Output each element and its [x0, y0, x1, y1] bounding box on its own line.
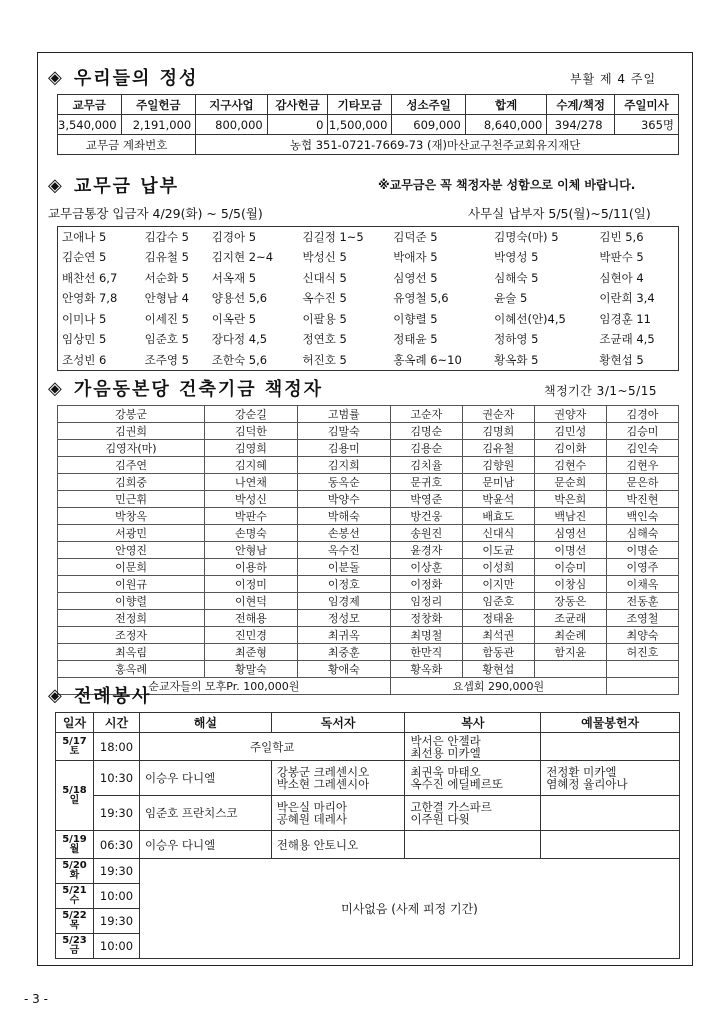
grid-cell: 전동훈 [606, 593, 678, 610]
grid-cell: 김갑수 5 [144, 230, 189, 244]
grid-cell: 최옥림 [58, 644, 205, 661]
grid-cell: 백남진 [534, 508, 606, 525]
week-label: 부활 제 4 주일 [570, 72, 657, 86]
grid-cell: 최순례 [534, 627, 606, 644]
fund-row [58, 406, 679, 423]
grid-cell: 김순연 5 [62, 250, 107, 265]
grid-cell: 정태윤 5 [393, 332, 438, 347]
grid-cell: 김현수 [534, 457, 606, 474]
fund-footer-left: 순교자들의 모후Pr. 100,000원 [58, 678, 391, 695]
grid-cell: 안형남 4 [144, 291, 189, 306]
grid-cell: 조주영 5 [144, 352, 189, 367]
offering-header-row: 교무금 주일헌금 지구사업 감사헌금 기타모금 성소주일 합계 수계/책정 주일미사 [58, 95, 679, 115]
grid-cell: 이향렬 5 [393, 311, 438, 326]
section-offering-title: ◈ 우리들의 정성 [48, 66, 199, 89]
grid-cell: 황현섭 5 [599, 352, 644, 367]
dues-row [58, 227, 679, 248]
grid-cell: 정하영 5 [494, 332, 539, 347]
grid-cell: 임준호 5 [144, 332, 189, 347]
grid-cell: 임상민 5 [62, 332, 107, 347]
grid-cell: 조영철 [606, 610, 678, 627]
diamond-icon: ◈ [48, 377, 64, 399]
fund-row [58, 627, 679, 644]
offering-value-row: 3,540,000 2,191,000 800,000 0 1,500,000 609,000 8,640,000 394/278 365명 [58, 115, 679, 135]
fund-row [58, 661, 679, 678]
grid-cell: 안영화 7,8 [62, 291, 118, 306]
grid-cell: 박양수 [297, 491, 390, 508]
account-row [58, 135, 679, 155]
grid-cell: 이도균 [462, 542, 534, 559]
liturgy-row-520: 5/20 화 19:30 미사없음 (사제 피정 기간) [56, 859, 680, 884]
section-dues-title: ◈ 교무금 납부 [48, 174, 180, 197]
grid-cell: 허진호 5 [302, 352, 347, 367]
dues-row [58, 329, 679, 350]
grid-cell: 이세진 5 [144, 311, 189, 326]
grid-cell: 황옥화 [390, 661, 462, 678]
account-value: 농협 351-0721-7669-73 (재)마산교구천주교회유지재단 [196, 135, 679, 155]
grid-cell: 조균래 4,5 [599, 332, 655, 347]
grid-cell: 김경아 [606, 406, 678, 423]
grid-cell: 이문희 [58, 559, 205, 576]
fund-row [58, 593, 679, 610]
grid-cell: 장다정 4,5 [211, 332, 268, 347]
grid-cell: 윤경자 [390, 542, 462, 559]
grid-cell: 황애숙 [297, 661, 390, 678]
grid-cell: 김인숙 [606, 440, 678, 457]
fund-row [58, 559, 679, 576]
dues-table [57, 226, 679, 371]
grid-cell: 윤술 5 [494, 291, 528, 306]
grid-cell: 김영희 [205, 440, 298, 457]
grid-cell: 최명철 [390, 627, 462, 644]
liturgy-row-517: 5/17 토 18:00 주일학교 박서은 안젤라 최선용 미카엘 [56, 733, 680, 761]
grid-cell: 이용하 [205, 559, 298, 576]
grid-cell: 김현우 [606, 457, 678, 474]
grid-cell: 이정호 [297, 576, 390, 593]
grid-cell: 전해용 [205, 610, 298, 627]
grid-cell: 배찬선 6,7 [62, 270, 118, 285]
grid-cell: 이상훈 [390, 559, 462, 576]
grid-cell: 홍옥례 [58, 661, 205, 678]
grid-cell: 김주연 [58, 457, 205, 474]
grid-cell: 안형남 [205, 542, 298, 559]
grid-cell: 진민경 [205, 627, 298, 644]
grid-cell: 김덕한 [205, 423, 298, 440]
grid-cell: 이성희 [462, 559, 534, 576]
grid-cell: 심해숙 [606, 525, 678, 542]
grid-cell: 이미나 5 [62, 311, 107, 326]
grid-cell: 최중훈 [297, 644, 390, 661]
section-liturgy-title: ◈ 전례봉사 [48, 684, 152, 707]
diamond-icon: ◈ [48, 684, 64, 706]
fund-period: 책정기간 3/1~5/15 [544, 384, 657, 398]
grid-cell: 박영준 [390, 491, 462, 508]
grid-cell: 이혜선(안)4,5 [494, 311, 566, 326]
fund-row [58, 474, 679, 491]
grid-cell: 이옥란 5 [211, 311, 257, 326]
bank-period: 교무금통장 입금자 4/29(화) ~ 5/5(월) [48, 206, 263, 221]
dues-row [58, 268, 679, 289]
grid-cell: 서광민 [58, 525, 205, 542]
office-period: 사무실 납부자 5/5(월)~5/11(일) [468, 206, 651, 221]
grid-cell: 황현섭 [462, 661, 534, 678]
grid-cell: 박은희 [534, 491, 606, 508]
liturgy-header-row: 일자 시간 해설 독서자 복사 예물봉헌자 [56, 713, 680, 733]
grid-cell: 황옥화 5 [494, 352, 539, 367]
grid-cell: 박애자 5 [393, 250, 438, 265]
grid-cell: 문귀호 [390, 474, 462, 491]
grid-cell: 심영선 [534, 525, 606, 542]
grid-cell: 최석권 [462, 627, 534, 644]
grid-cell: 강순길 [205, 406, 298, 423]
grid-cell [606, 661, 678, 678]
fund-table [57, 405, 679, 695]
grid-cell: 김경아 5 [211, 230, 257, 244]
grid-cell: 민근휘 [58, 491, 205, 508]
grid-cell: 황말숙 [205, 661, 298, 678]
grid-cell: 동옥순 [297, 474, 390, 491]
grid-cell: 김향원 [462, 457, 534, 474]
grid-cell: 유영철 5,6 [393, 291, 449, 306]
grid-cell: 정창화 [390, 610, 462, 627]
liturgy-row-521: 5/21 수 10:00 [56, 884, 680, 909]
liturgy-row-522: 5/22 목 19:30 [56, 909, 680, 934]
grid-cell: 이영주 [606, 559, 678, 576]
grid-cell: 김말숙 [297, 423, 390, 440]
grid-cell: 박판수 [205, 508, 298, 525]
page-number: - 3 - [24, 992, 48, 1006]
grid-cell: 옥수진 [297, 542, 390, 559]
grid-cell: 허진호 [606, 644, 678, 661]
diamond-icon: ◈ [48, 66, 64, 88]
grid-cell: 심현아 4 [599, 270, 644, 285]
grid-cell: 정태윤 [462, 610, 534, 627]
grid-cell: 한만직 [390, 644, 462, 661]
fund-row [58, 508, 679, 525]
grid-cell: 이명선 [534, 542, 606, 559]
grid-cell: 김치율 [390, 457, 462, 474]
liturgy-row-518b: 19:30 임준호 프란치스코 박은실 마리아 공혜원 데레사 고한결 가스파르 이주원 다윗 [56, 796, 680, 831]
grid-cell: 김길정 1~5 [302, 230, 364, 244]
grid-cell: 안영진 [58, 542, 205, 559]
grid-cell: 정성모 [297, 610, 390, 627]
dues-row [58, 247, 679, 268]
grid-cell: 권순자 [462, 406, 534, 423]
grid-cell: 전정희 [58, 610, 205, 627]
grid-cell: 조한숙 5,6 [211, 352, 268, 367]
grid-cell: 심해숙 5 [494, 270, 539, 285]
grid-cell: 김용미 [297, 440, 390, 457]
grid-cell: 문순희 [534, 474, 606, 491]
grid-cell: 신대식 5 [302, 270, 347, 285]
grid-cell: 김유철 5 [144, 250, 189, 265]
grid-cell: 김지현 2~4 [211, 250, 274, 265]
grid-cell: 박영성 5 [494, 250, 539, 265]
grid-cell: 함지윤 [534, 644, 606, 661]
grid-cell: 최준형 [205, 644, 298, 661]
grid-cell: 김희중 [58, 474, 205, 491]
grid-cell: 장동은 [534, 593, 606, 610]
grid-cell: 조정자 [58, 627, 205, 644]
fund-row [58, 542, 679, 559]
grid-cell: 이현덕 [205, 593, 298, 610]
grid-cell: 나연채 [205, 474, 298, 491]
fund-footer-right: 요셉회 290,000원 [390, 678, 606, 695]
offering-table [57, 94, 679, 155]
grid-cell: 박윤석 [462, 491, 534, 508]
grid-cell: 이란희 3,4 [599, 291, 655, 306]
grid-cell: 이명순 [606, 542, 678, 559]
grid-cell: 심영선 5 [393, 270, 438, 285]
grid-cell: 이분돌 [297, 559, 390, 576]
grid-cell: 백인숙 [606, 508, 678, 525]
fund-row [58, 423, 679, 440]
fund-row [58, 440, 679, 457]
grid-cell: 손명숙 [205, 525, 298, 542]
grid-cell: 조균래 [534, 610, 606, 627]
grid-cell: 조성빈 6 [62, 352, 107, 367]
grid-cell: 고순자 [390, 406, 462, 423]
grid-cell: 강봉군 [58, 406, 205, 423]
grid-cell: 임준호 [462, 593, 534, 610]
liturgy-row-518a: 5/18 일 10:30 이승우 다니엘 강봉군 크레센시오 박소현 그레센시아 최권욱 마태오 옥수진 에딜베르또 전정환 미카엘 염혜정 율리아나 [56, 761, 680, 796]
grid-cell: 김명순 [390, 423, 462, 440]
section-fund-title: ◈ 가음동본당 건축기금 책정자 [48, 377, 324, 400]
grid-cell: 김명희 [462, 423, 534, 440]
grid-cell: 배효도 [462, 508, 534, 525]
grid-cell: 김민성 [534, 423, 606, 440]
grid-cell: 이정미 [205, 576, 298, 593]
grid-cell: 정연호 5 [302, 332, 347, 347]
grid-cell: 최귀옥 [297, 627, 390, 644]
grid-cell: 옥수진 5 [302, 291, 347, 306]
grid-cell: 김명숙(마) 5 [494, 230, 559, 244]
fund-row [58, 644, 679, 661]
grid-cell: 이향렬 [58, 593, 205, 610]
grid-cell: 임경훈 11 [599, 311, 651, 326]
grid-cell: 홍옥례 6~10 [393, 352, 462, 367]
dues-row [58, 288, 679, 309]
grid-cell: 송원진 [390, 525, 462, 542]
grid-cell: 박성신 [205, 491, 298, 508]
grid-cell: 신대식 [462, 525, 534, 542]
grid-cell: 박진현 [606, 491, 678, 508]
diamond-icon: ◈ [48, 174, 64, 196]
fund-row [58, 491, 679, 508]
grid-cell: 김지혜 [205, 457, 298, 474]
fund-row [58, 610, 679, 627]
grid-cell: 양용선 5,6 [211, 291, 268, 306]
grid-cell: 이승미 [534, 559, 606, 576]
fund-row [58, 525, 679, 542]
grid-cell: 손봉선 [297, 525, 390, 542]
dues-row [58, 309, 679, 330]
grid-cell: 이팔용 5 [302, 311, 347, 326]
fund-row [58, 457, 679, 474]
grid-cell: 권양자 [534, 406, 606, 423]
grid-cell: 김승미 [606, 423, 678, 440]
grid-cell: 임경제 [297, 593, 390, 610]
grid-cell: 이원규 [58, 576, 205, 593]
grid-cell: 박창옥 [58, 508, 205, 525]
grid-cell: 함동관 [462, 644, 534, 661]
grid-cell: 이창심 [534, 576, 606, 593]
grid-cell: 고애나 5 [62, 230, 107, 244]
grid-cell: 문은하 [606, 474, 678, 491]
dues-note: ※교무금은 꼭 책정자분 성함으로 이체 바랍니다. [378, 178, 636, 192]
liturgy-table [55, 712, 680, 959]
grid-cell: 이정화 [390, 576, 462, 593]
account-label: 교무금 계좌번호 [58, 135, 196, 155]
grid-cell: 서옥재 5 [211, 270, 257, 285]
grid-cell: 임정리 [390, 593, 462, 610]
grid-cell: 김유철 [462, 440, 534, 457]
grid-cell: 방건웅 [390, 508, 462, 525]
grid-cell [534, 661, 606, 678]
grid-cell: 박성신 5 [302, 250, 347, 265]
grid-cell: 박해숙 [297, 508, 390, 525]
grid-cell: 이채옥 [606, 576, 678, 593]
grid-cell: 최양숙 [606, 627, 678, 644]
grid-cell: 이지만 [462, 576, 534, 593]
liturgy-row-519: 5/19 월 06:30 이승우 다니엘 전해용 안토니오 [56, 831, 680, 859]
grid-cell: 김빈 5,6 [599, 230, 644, 244]
dues-row [58, 350, 679, 371]
liturgy-row-523: 5/23 금 10:00 [56, 934, 680, 959]
grid-cell: 김용순 [390, 440, 462, 457]
grid-cell: 김지희 [297, 457, 390, 474]
fund-row [58, 576, 679, 593]
grid-cell: 김이화 [534, 440, 606, 457]
grid-cell: 김영자(마) [58, 440, 205, 457]
grid-cell: 문미남 [462, 474, 534, 491]
grid-cell: 김권희 [58, 423, 205, 440]
no-mass-note: 미사없음 (사제 피정 기간) [139, 859, 679, 959]
grid-cell: 서순화 5 [144, 270, 189, 285]
grid-cell: 고범률 [297, 406, 390, 423]
grid-cell: 박판수 5 [599, 250, 644, 265]
grid-cell: 김덕준 5 [393, 230, 438, 244]
